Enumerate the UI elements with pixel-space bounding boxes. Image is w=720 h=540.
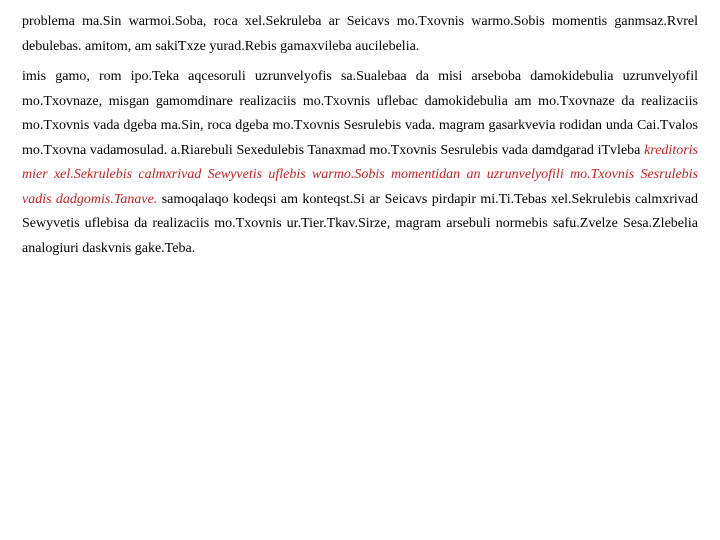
paragraph-2 bbox=[22, 65, 698, 261]
paragraph-1: problema ma.Sin warmoi.Soba, roca xel.Sekruleba ar Seicavs mo.Txovnis warmo.Sobis momentis ganmsaz.Rvrel debulebas. amitom, am sakiTxze yurad.Rebis gamaxvileba aucilebelia. bbox=[22, 14, 698, 54]
paragraph-2-text-before: imis gamo, rom ipo.Teka aqcesoruli uzrunvelyofis sa.Sualebaa da misi arseboba damokidebulia uzrunvelyofil mo.Txovnaze, misgan gamomdinare realizaciis mo.Txovnis uflebac damokidebulia am mo.Txovnaze da realizaciis mo.Txovnis vada dgeba ma.Sin, roca dgeba mo.Txovnis Sesrulebis vada. magram gasarkvevia rodidan unda Cai.Tvalos mo.Txovna vadamosulad. a.Riarebuli Sexedulebis Tanaxmad mo.Txovnis Sesrulebis vada damdgarad iTvleba bbox=[22, 69, 698, 158]
highlighted-text: kreditoris mier xel.Sekrulebis calmxrivad Sewyvetis uflebis warmo.Sobis momentidan an uzrunvelyofili mo.Txovnis Sesrulebis vadis dadgomis.Tanave. bbox=[22, 142, 698, 207]
paragraph-2-text-after: samoqalaqo kodeqsi am konteqst.Si ar Seicavs pirdapir mi.Ti.Tebas xel.Sekrulebis calmxrivad Sewyvetis uflebisa da realizaciis mo.Txovnis ur.Tier.Tkav.Sirze, magram arsebuli normebis safu.Zvelze Sesa.Zlebelia analogiuri daskvnis gake.Teba. bbox=[22, 191, 698, 256]
